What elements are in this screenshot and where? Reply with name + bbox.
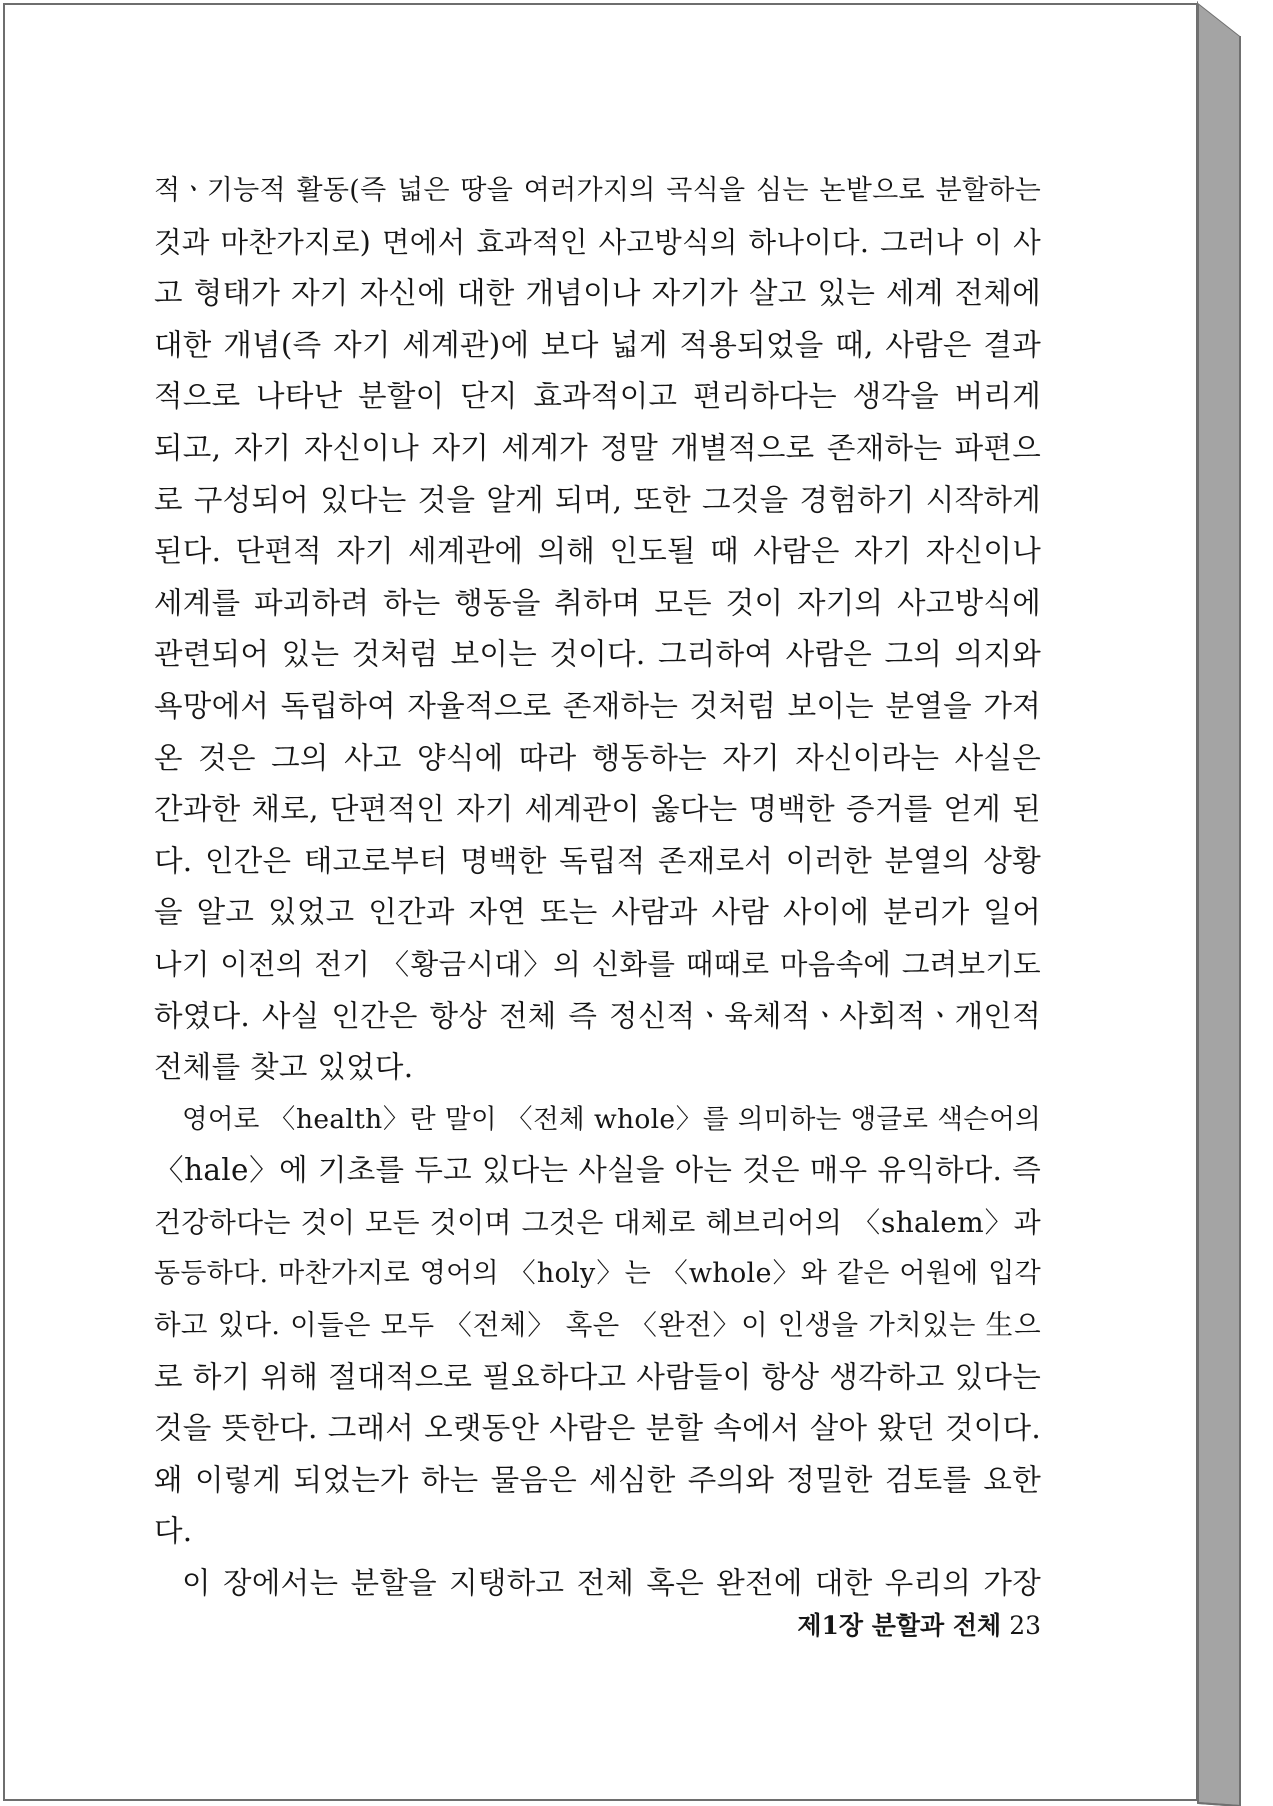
body-text xyxy=(154,165,1041,1610)
chapter-title: 제1장 분할과 전체 xyxy=(797,1611,1002,1640)
text-line: 온 것은 그의 사고 양식에 따라 행동하는 자기 자신이라는 사실은 xyxy=(154,740,1041,775)
text-line: 대한 개념(즉 자기 세계관)에 보다 넓게 적용되었을 때, 사람은 결과 xyxy=(154,327,1041,362)
paragraph-start-line: 이 장에서는 분할을 지탱하고 전체 혹은 완전에 대한 우리의 가장 xyxy=(182,1566,1041,1601)
text-line: 관련되어 있는 것처럼 보이는 것이다. 그리하여 사람은 그의 의지와 xyxy=(154,637,1041,672)
text-line: 세계를 파괴하려 하는 행동을 취하며 모든 것이 자기의 사고방식에 xyxy=(154,585,1041,620)
paragraph-end-line: 다. xyxy=(154,1514,193,1549)
text-line: 적으로 나타난 분할이 단지 효과적이고 편리하다는 생각을 버리게 xyxy=(154,379,1041,414)
text-line: 나기 이전의 전기 〈황금시대〉의 신화를 때때로 마음속에 그려보기도 xyxy=(154,947,1041,981)
text-line: 다. 인간은 태고로부터 명백한 독립적 존재로서 이러한 분열의 상황 xyxy=(154,843,1041,878)
paragraph-end-line: 전체를 찾고 있었다. xyxy=(154,1050,414,1085)
text-line: 것을 뜻한다. 그래서 오랫동안 사람은 분할 속에서 살아 왔던 것이다. xyxy=(154,1411,1041,1446)
page-stack-top xyxy=(1198,0,1273,36)
page-stack-side xyxy=(1198,3,1240,1806)
text-line: 로 하기 위해 절대적으로 필요하다고 사람들이 항상 생각하고 있다는 xyxy=(154,1359,1041,1394)
text-line: 적ㆍ기능적 활동(즉 넓은 땅을 여러가지의 곡식을 심는 논밭으로 분할하는 xyxy=(154,175,1041,206)
text-line: 하였다. 사실 인간은 항상 전체 즉 정신적ㆍ육체적ㆍ사회적ㆍ개인적 xyxy=(154,998,1041,1033)
text-line: 왜 이렇게 되었는가 하는 물음은 세심한 주의와 정밀한 검토를 요한 xyxy=(154,1462,1041,1497)
text-line: 하고 있다. 이들은 모두 〈전체〉 혹은 〈완전〉이 인생을 가치있는 生으 xyxy=(154,1309,1041,1342)
text-line: 동등하다. 마찬가지로 영어의 〈holy〉는 〈whole〉와 같은 어원에 입각 xyxy=(154,1258,1041,1290)
text-line: 된다. 단편적 자기 세계관에 의해 인도될 때 사람은 자기 자신이나 xyxy=(154,534,1041,569)
page-number: 23 xyxy=(1009,1611,1041,1640)
text-line: 건강하다는 것이 모든 것이며 그것은 대체로 헤브리어의 〈shalem〉과 xyxy=(154,1205,1041,1239)
text-line: 고 형태가 자기 자신에 대한 개념이나 자기가 살고 있는 세계 전체에 xyxy=(154,276,1041,311)
text-line: 〈hale〉에 기초를 두고 있다는 사실을 아는 것은 매우 유익하다. 즉 xyxy=(154,1153,1041,1188)
text-line: 을 알고 있었고 인간과 자연 또는 사람과 사람 사이에 분리가 일어 xyxy=(154,895,1041,930)
text-line: 되고, 자기 자신이나 자기 세계가 정말 개별적으로 존재하는 파편으 xyxy=(154,430,1041,465)
text-line: 로 구성되어 있다는 것을 알게 되며, 또한 그것을 경험하기 시작하게 xyxy=(154,482,1041,517)
running-footer xyxy=(797,1606,1041,1646)
text-line: 간과한 채로, 단편적인 자기 세계관이 옳다는 명백한 증거를 얻게 된 xyxy=(154,792,1041,827)
text-line: 욕망에서 독립하여 자율적으로 존재하는 것처럼 보이는 분열을 가져 xyxy=(154,688,1041,723)
paragraph-start-line: 영어로 〈health〉란 말이 〈전체 whole〉를 의미하는 앵글로 색슨어의 xyxy=(182,1103,1041,1135)
text-line: 것과 마찬가지로) 면에서 효과적인 사고방식의 하나이다. 그러나 이 사 xyxy=(154,225,1041,259)
